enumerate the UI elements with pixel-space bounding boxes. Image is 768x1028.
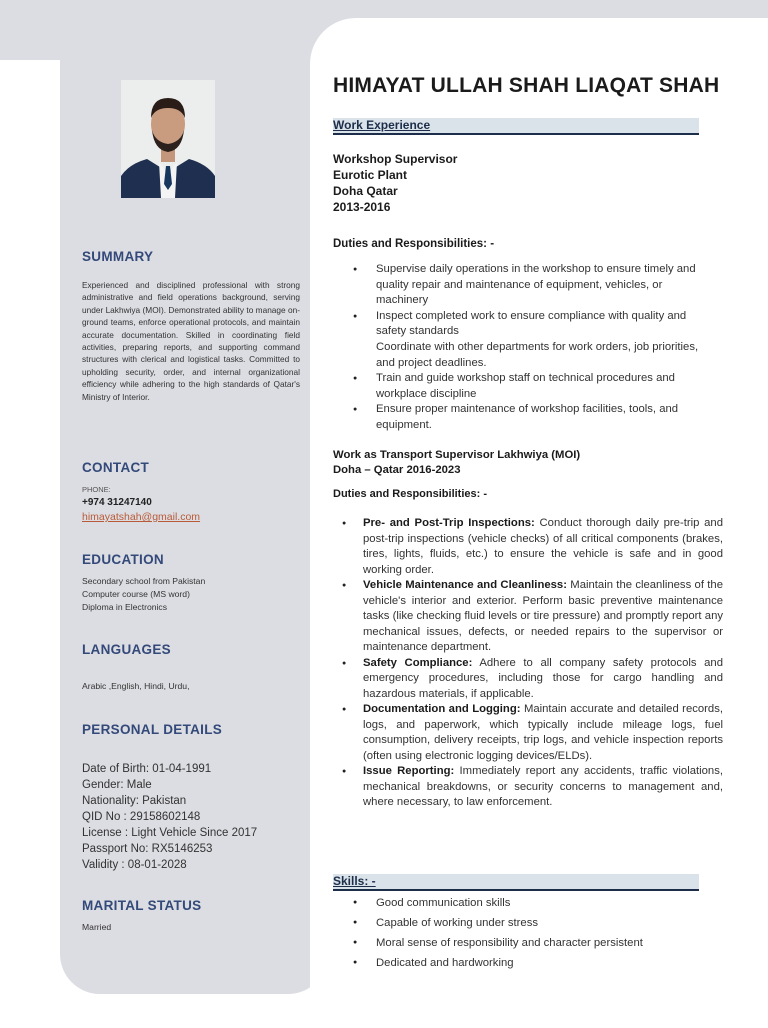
summary-text: Experienced and disciplined professional with strong administrative and field operations background, serving under Lakhwiya (MOI). Demonstrated ability to manage on-ground teams, enforce operational protocols, and maintain accurate documentation. Skilled in coordinating field activities, preparing reports, and supporting command structures with clerical and logistical tasks. Committed to upholding security, order, and internal organizational efficiency while adhering to the high standards of Qatar's Ministry of Interior. bbox=[82, 280, 300, 402]
list-item: ● Inspect completed work to ensure compliance with quality and safety standards bbox=[333, 309, 703, 340]
duties-heading: Duties and Responsibilities: - bbox=[333, 488, 488, 500]
job-period: 2013-2016 bbox=[333, 200, 391, 214]
job-location-period: Doha – Qatar 2016-2023 bbox=[333, 464, 461, 476]
list-item: ● Dedicated and hardworking bbox=[333, 953, 713, 973]
job-title: Work as Transport Supervisor Lakhwiya (MOI) bbox=[333, 449, 581, 461]
duty-title: Pre- and Post-Trip Inspections: bbox=[363, 517, 535, 529]
work-experience-heading: Work Experience bbox=[333, 118, 431, 132]
list-item: Coordinate with other departments for work orders, job priorities, and project deadlines. bbox=[376, 340, 699, 369]
personal-detail: Nationality: Pakistan bbox=[82, 795, 187, 807]
personal-detail: Validity : 08-01-2028 bbox=[82, 859, 187, 871]
list-item: ● Supervise daily operations in the workshop to ensure timely and quality repair and maintenance of equipment, vehicles, or machinery bbox=[333, 262, 703, 309]
email-link[interactable]: himayatshah@gmail.com bbox=[82, 511, 201, 523]
skills-bar bbox=[333, 874, 699, 891]
work-experience-bar bbox=[333, 118, 699, 135]
summary-heading: SUMMARY bbox=[82, 249, 154, 264]
duty-text: Immediately report any accidents, traffic violations, mechanical breakdowns, or security concerns to management and, where necessary, to law enforcement. bbox=[363, 765, 723, 808]
personal-detail: Date of Birth: 01-04-1991 bbox=[82, 763, 212, 775]
education-heading: EDUCATION bbox=[82, 552, 164, 567]
duties-list bbox=[333, 516, 723, 811]
duty-text: Adhere to all company safety protocols and emergency procedures, including those for cargo handling and hazardous materials, if applicable. bbox=[363, 656, 723, 700]
phone-number: +974 31247140 bbox=[82, 497, 152, 508]
marital-status-heading: MARITAL STATUS bbox=[82, 898, 202, 913]
list-item bbox=[333, 516, 723, 578]
job-location: Doha Qatar bbox=[333, 184, 398, 198]
list-item bbox=[333, 578, 723, 656]
duty-title: Vehicle Maintenance and Cleanliness: bbox=[363, 579, 567, 591]
person-portrait-icon bbox=[121, 80, 215, 198]
personal-detail: Passport No: RX5146253 bbox=[82, 843, 213, 855]
duties-list bbox=[333, 262, 703, 434]
profile-photo bbox=[121, 80, 215, 198]
list-item: ● Train and guide workshop staff on technical procedures and workplace discipline bbox=[333, 371, 703, 402]
phone-label: PHONE: bbox=[82, 485, 111, 494]
contact-heading: CONTACT bbox=[82, 460, 150, 475]
duty-title: Documentation and Logging: bbox=[363, 703, 521, 715]
personal-detail: QID No : 29158602148 bbox=[82, 811, 201, 823]
skills-list bbox=[333, 893, 713, 973]
personal-details-heading: PERSONAL DETAILS bbox=[82, 722, 223, 737]
languages-list: Arabic ,English, Hindi, Urdu, bbox=[82, 681, 190, 691]
list-item: ● Good communication skills bbox=[333, 893, 713, 913]
duties-heading: Duties and Responsibilities: - bbox=[333, 238, 495, 250]
education-item: Diploma in Electronics bbox=[82, 602, 168, 612]
duty-title: Issue Reporting: bbox=[363, 765, 455, 777]
personal-detail: License : Light Vehicle Since 2017 bbox=[82, 827, 258, 839]
list-item bbox=[333, 764, 723, 811]
list-item bbox=[333, 656, 723, 703]
candidate-name: HIMAYAT ULLAH SHAH LIAQAT SHAH bbox=[333, 74, 720, 97]
list-item: ● Ensure proper maintenance of workshop facilities, tools, and equipment. bbox=[333, 402, 703, 433]
marital-status-value: Married bbox=[82, 922, 112, 932]
duty-text: Maintain accurate and detailed records, logs, and paperwork, which typically include mileage logs, fuel consumption, delivery receipts, trip logs, and vehicle inspection reports (often using electronic logging devices/ELDs). bbox=[363, 703, 723, 762]
list-item bbox=[333, 702, 723, 764]
job-title: Workshop Supervisor bbox=[333, 152, 458, 166]
job-company: Eurotic Plant bbox=[333, 168, 408, 182]
duty-text: Maintain the cleanliness of the vehicle's interior and exterior. Perform basic preventive maintenance tasks (like checking fluid levels or tire pressure) and promptly report any mechanical issues, defects, or needed repairs to the supervisor or maintenance department. bbox=[363, 579, 723, 653]
personal-detail: Gender: Male bbox=[82, 779, 152, 791]
languages-heading: LANGUAGES bbox=[82, 642, 171, 657]
skills-heading: Skills: - bbox=[333, 874, 376, 888]
education-item: Computer course (MS word) bbox=[82, 589, 190, 599]
education-item: Secondary school from Pakistan bbox=[82, 576, 206, 586]
list-item: ● Moral sense of responsibility and character persistent bbox=[333, 933, 713, 953]
list-item: ● Capable of working under stress bbox=[333, 913, 713, 933]
duty-title: Safety Compliance: bbox=[363, 656, 473, 669]
duty-text: Conduct thorough daily pre-trip and post-trip inspections (vehicle checks) of all critical components (brakes, tires, lights, fluids, etc.) to ensure the vehicle is safe and in good working order. bbox=[363, 517, 723, 576]
